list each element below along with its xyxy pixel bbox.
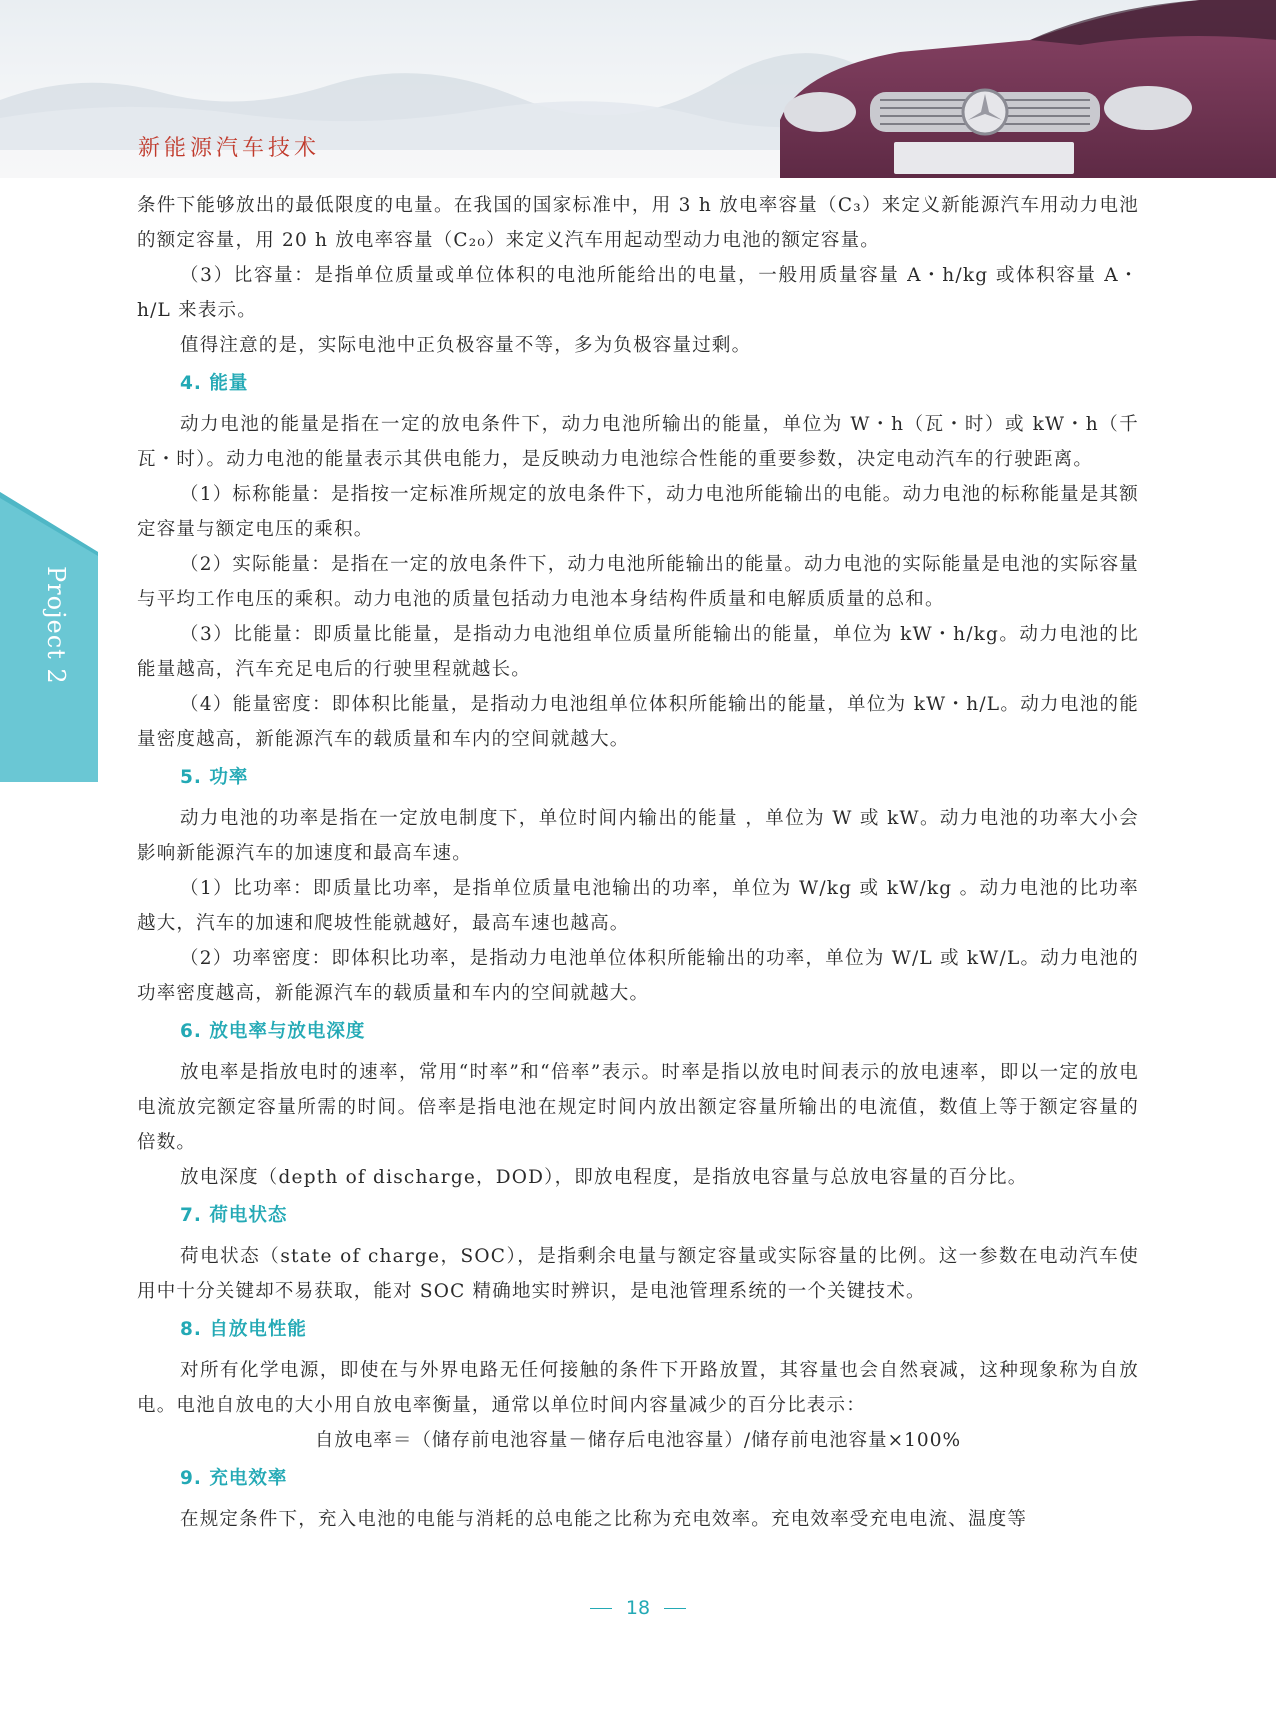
section-heading-self-discharge: 8. 自放电性能: [180, 1319, 307, 1340]
section-heading-discharge: 6. 放电率与放电深度: [180, 1021, 366, 1042]
book-title: 新能源汽车技术: [138, 136, 321, 161]
paragraph: 放电深度（depth of discharge，DOD），即放电程度，是指放电容量与总放电容量的百分比。: [180, 1167, 1028, 1188]
page-number: 18: [625, 1597, 651, 1619]
paragraph: （2）实际能量：是指在一定的放电条件下，动力电池所能输出的能量。动力电池的实际能量是电池的实际容量与平均工作电压的乘积。动力电池的质量包括动力电池本身结构件质量和电解质质量的总和。: [137, 554, 1139, 610]
paragraph: （2）功率密度：即体积比功率，是指动力电池单位体积所能输出的功率，单位为 W/L 或 kW/L。动力电池的功率密度越高，新能源汽车的载质量和车内的空间就越大。: [137, 948, 1139, 1004]
page-body: [137, 188, 1139, 1537]
paragraph: 值得注意的是，实际电池中正负极容量不等，多为负极容量过剩。: [180, 335, 752, 356]
paragraph: （4）能量密度：即体积比能量，是指动力电池组单位体积所能输出的能量，单位为 kW・h/L。动力电池的能量密度越高，新能源汽车的载质量和车内的空间就越大。: [137, 694, 1139, 750]
section-heading-energy: 4. 能量: [180, 373, 249, 394]
paragraph: 动力电池的功率是指在一定放电制度下，单位时间内输出的能量 ，单位为 W 或 kW。动力电池的功率大小会影响新能源汽车的加速度和最高车速。: [137, 808, 1139, 864]
paragraph: （3）比容量：是指单位质量或单位体积的电池所能给出的电量，一般用质量容量 A・h/kg 或体积容量 A・h/L 来表示。: [137, 265, 1139, 321]
chapter-label: Project 2: [42, 566, 70, 685]
car-illustration: [780, 0, 1276, 178]
paragraph: 荷电状态（state of charge，SOC），是指剩余电量与额定容量或实际容量的比例。这一参数在电动汽车使用中十分关键却不易获取，能对 SOC 精确地实时辨识，是电池管理系统的一个关键技术。: [137, 1246, 1139, 1302]
paragraph: 对所有化学电源，即使在与外界电路无任何接触的条件下开路放置，其容量也会自然衰减，这种现象称为自放电。电池自放电的大小用自放电率衡量，通常以单位时间内容量减少的百分比表示：: [137, 1360, 1139, 1416]
footer-dash-left: [590, 1608, 612, 1609]
section-heading-soc: 7. 荷电状态: [180, 1205, 288, 1226]
paragraph: 条件下能够放出的最低限度的电量。在我国的国家标准中，用 3 h 放电率容量（C₃）来定义新能源汽车用动力电池的额定容量，用 20 h 放电率容量（C₂₀）来定义汽车用起动型动力电池的额定容量。: [137, 195, 1139, 251]
paragraph: 放电率是指放电时的速率，常用“时率”和“倍率”表示。时率是指以放电时间表示的放电速率，即以一定的放电电流放完额定容量所需的时间。倍率是指电池在规定时间内放出额定容量所输出的电流值，数值上等于额定容量的倍数。: [137, 1062, 1139, 1153]
paragraph: （1）比功率：即质量比功率，是指单位质量电池输出的功率，单位为 W/kg 或 kW/kg 。动力电池的比功率越大，汽车的加速和爬坡性能就越好，最高车速也越高。: [137, 878, 1139, 934]
misty-mountains-decoration: [0, 30, 900, 150]
footer-dash-right: [664, 1608, 686, 1609]
paragraph: 在规定条件下，充入电池的电能与消耗的总电能之比称为充电效率。充电效率受充电电流、温度等: [180, 1509, 1028, 1530]
section-heading-charge-efficiency: 9. 充电效率: [180, 1468, 288, 1489]
page-header: [0, 0, 1276, 178]
section-heading-power: 5. 功率: [180, 767, 249, 788]
page-footer: [0, 1597, 1276, 1619]
self-discharge-formula: 自放电率＝（储存前电池容量－储存后电池容量）/储存前电池容量×100%: [314, 1430, 962, 1451]
paragraph: 动力电池的能量是指在一定的放电条件下，动力电池所输出的能量，单位为 W・h（瓦・时）或 kW・h（千瓦・时）。动力电池的能量表示其供电能力，是反映动力电池综合性能的重要参数，决定电动汽车的行驶距离。: [137, 414, 1139, 470]
paragraph: （1）标称能量：是指按一定标准所规定的放电条件下，动力电池所能输出的电能。动力电池的标称能量是其额定容量与额定电压的乘积。: [137, 484, 1139, 540]
paragraph: （3）比能量：即质量比能量，是指动力电池组单位质量所能输出的能量，单位为 kW・h/kg。动力电池的比能量越高，汽车充足电后的行驶里程就越长。: [137, 624, 1139, 680]
